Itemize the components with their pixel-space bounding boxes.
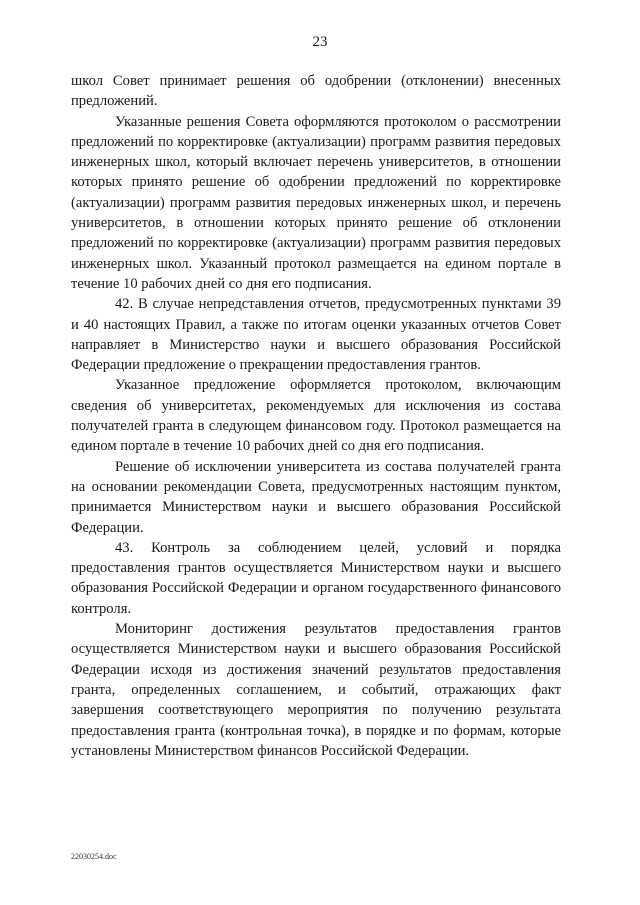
file-name-footer: 22030254.doc <box>71 852 117 861</box>
paragraph-clause-42: 42. В случае непредставления отчетов, предусмотренных пунктами 39 и 40 настоящих Правил, а также по итогам оценки указанных отчетов Совет направляет в Министерство науки и высшего образования Российской Федерации предложение о прекращении предоставления грантов. <box>71 296 561 374</box>
paragraph-exclusion-decision: Решение об исключении университета из состава получателей гранта на основании рекомендации Совета, предусмотренных настоящим пунктом, принимается Министерством науки и высшего образования Российской Федерации. <box>71 458 561 536</box>
paragraph-council-decisions-protocol: Указанные решения Совета оформляются протоколом о рассмотрении предложений по корректировке (актуализации) программ развития передовых инженерных школ, который включает перечень университетов, в отношении которых принято решение об одобрении предложений по корректировке (актуализации) программ развития передовых инженерных школ, и перечень университетов, в отношении которых принято решение об отклонении предложений по корректировке (актуализации) программ развития передовых инженерных школ. Указанный протокол размещается на едином портале в течение 10 рабочих дней со дня его подписания. <box>71 113 561 292</box>
page-number: 23 <box>312 34 328 50</box>
paragraph-proposal-protocol: Указанное предложение оформляется протоколом, включающим сведения об университетах, рекомендуемых для исключения из состава получателей гранта в следующем финансовом году. Протокол размещается на едином портале в течение 10 рабочих дней со дня его подписания. <box>71 377 561 455</box>
paragraph-monitoring: Мониторинг достижения результатов предоставления грантов осуществляется Министерством науки и высшего образования Российской Федерации исходя из достижения значений результатов предоставления гранта, определенных соглашением, и событий, отражающих факт завершения соответствующего мероприятия по получению результата предоставления гранта (контрольная точка), в порядке и по формам, которые установлены Министерством финансов Российской Федерации. <box>71 621 561 759</box>
paragraph-clause-43: 43. Контроль за соблюдением целей, условий и порядка предоставления грантов осуществляется Министерством науки и высшего образования Российской Федерации и органом государственного финансового контроля. <box>71 539 561 617</box>
document-body <box>71 71 561 761</box>
paragraph-continuation: школ Совет принимает решения об одобрении (отклонении) внесенных предложений. <box>71 73 561 110</box>
